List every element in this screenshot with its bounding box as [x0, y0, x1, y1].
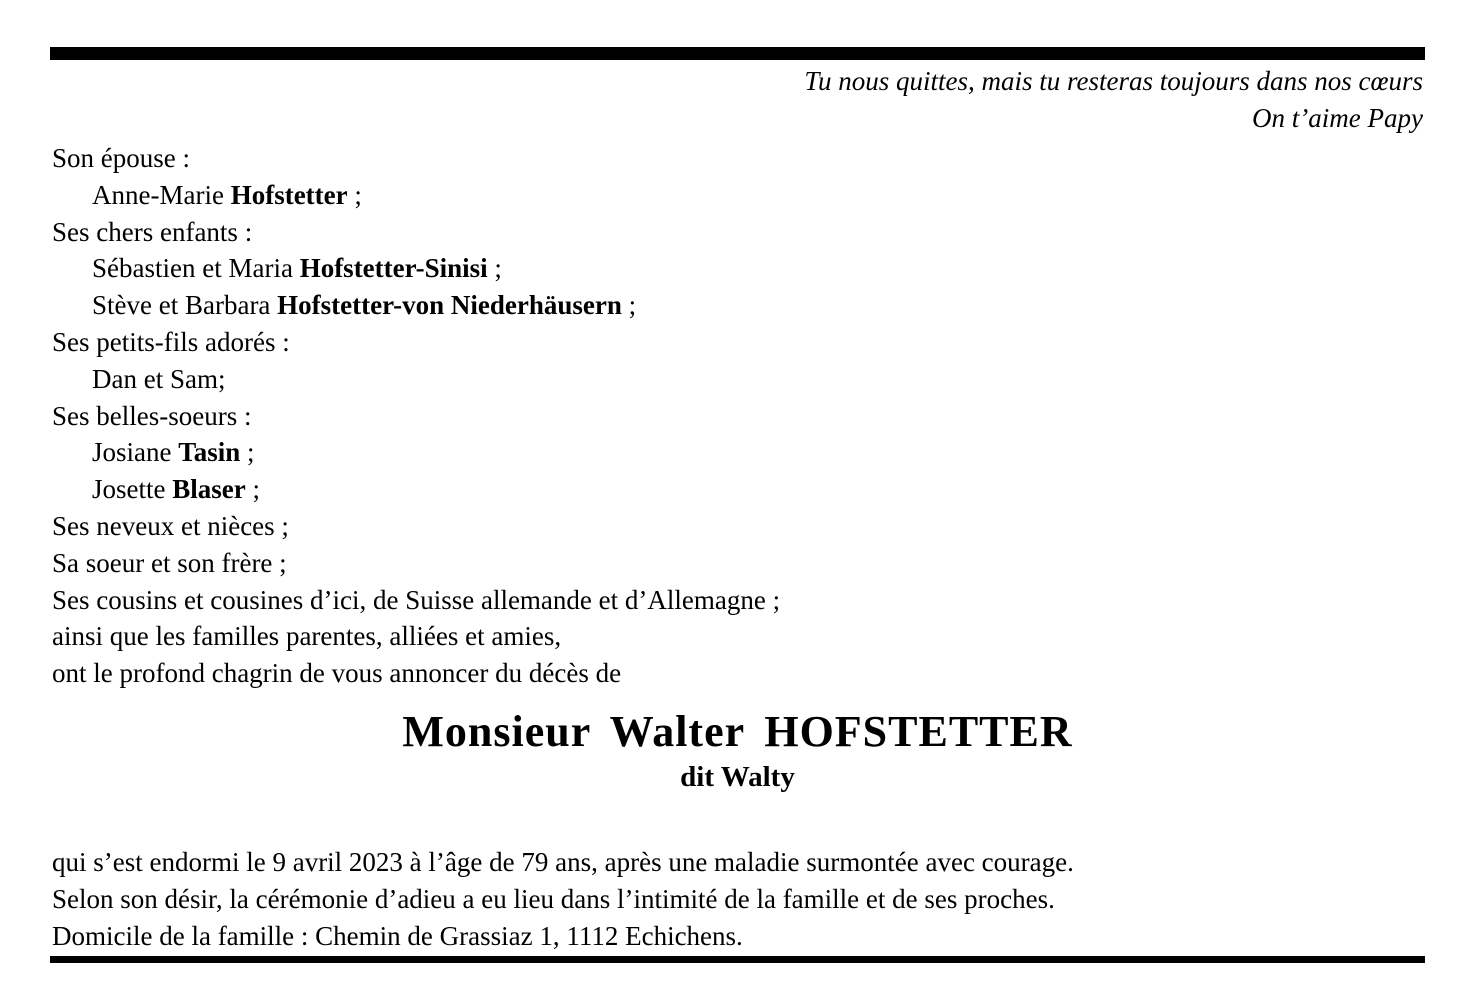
- notice-sheet: [0, 47, 1466, 963]
- epigraph: [50, 63, 1425, 137]
- family-line: Anne-Marie Hofstetter ;: [92, 179, 362, 210]
- family-line: Ses chers enfants :: [52, 216, 253, 247]
- family-line: Sa soeur et son frère ;: [52, 547, 287, 578]
- family-surname: Hofstetter-Sinisi: [299, 253, 488, 284]
- closing-line: Domicile de la famille : Chemin de Grassiaz 1, 1112 Echichens.: [52, 920, 743, 951]
- family-surname: Tasin: [178, 437, 241, 468]
- closing-line: qui s’est endormi le 9 avril 2023 à l’âge de 79 ans, après une maladie surmontée avec courage.: [52, 846, 1074, 877]
- closing-line: Selon son désir, la cérémonie d’adieu a eu lieu dans l’intimité de la famille et de ses proches.: [52, 883, 1055, 914]
- family-line: Ses cousins et cousines d’ici, de Suisse allemande et d’Allemagne ;: [52, 584, 781, 615]
- family-line: Sébastien et Maria Hofstetter-Sinisi ;: [92, 253, 502, 284]
- family-line: ainsi que les familles parentes, alliées et amies,: [52, 621, 562, 652]
- family-line: Ses petits-fils adorés :: [52, 326, 290, 357]
- epigraph-line-1: Tu nous quittes, mais tu resteras toujours dans nos cœurs: [804, 66, 1423, 96]
- family-surname: Hofstetter: [230, 179, 348, 210]
- family-surname: Blaser: [172, 474, 246, 505]
- family-line: Son épouse :: [52, 143, 190, 173]
- family-surname: Hofstetter-von Niederhäusern: [277, 290, 622, 321]
- family-lines: [52, 140, 1425, 692]
- family-line: Josiane Tasin ;: [92, 437, 255, 468]
- family-line: Dan et Sam;: [92, 363, 226, 394]
- family-line: Stève et Barbara Hofstetter-von Niederhäusern ;: [92, 290, 637, 321]
- deceased-title-block: [50, 706, 1425, 796]
- family-line: Ses neveux et nièces ;: [52, 510, 289, 541]
- top-rule: [50, 47, 1425, 60]
- family-line: Ses belles-soeurs :: [52, 400, 252, 431]
- family-line: ont le profond chagrin de vous annoncer du décès de: [52, 658, 622, 689]
- deceased-alias: dit Walty: [680, 760, 795, 793]
- epigraph-line-2: On t’aime Papy: [1252, 103, 1423, 133]
- bottom-rule: [50, 956, 1425, 963]
- closing-paragraph: [52, 844, 1425, 955]
- deceased-name: Monsieur Walter HOFSTETTER: [402, 706, 1073, 756]
- family-line: Josette Blaser ;: [92, 474, 261, 505]
